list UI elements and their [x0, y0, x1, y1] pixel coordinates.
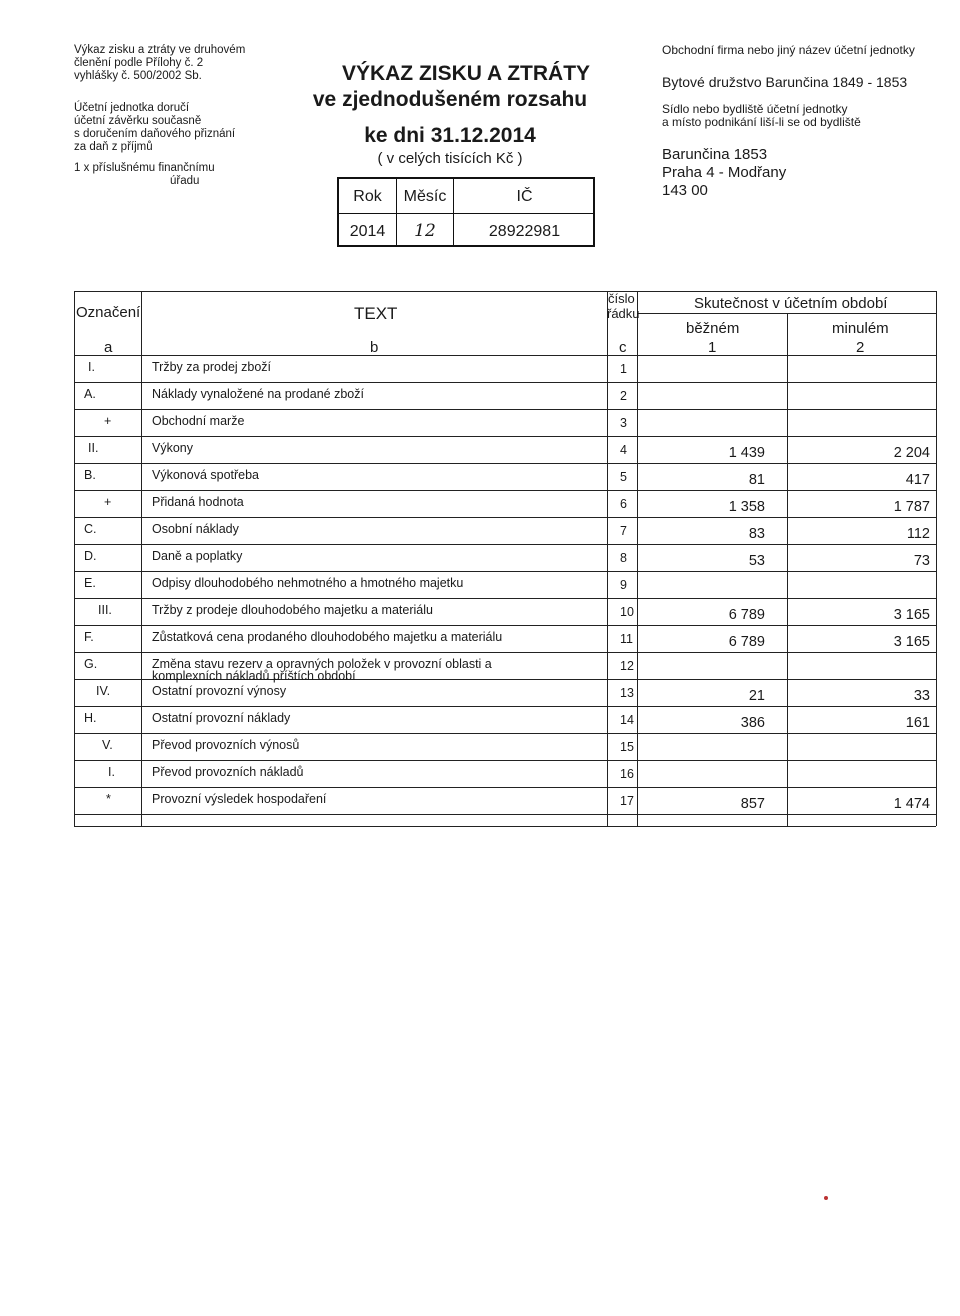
row-line-number: 8: [620, 551, 627, 565]
row-mark: II.: [88, 441, 99, 455]
row-line-number: 14: [620, 713, 634, 727]
row-label: Odpisy dlouhodobého nehmotného a hmotného majetku: [152, 576, 464, 590]
row-mark: A.: [84, 387, 96, 401]
mesic-value-handwritten: 12: [414, 221, 436, 241]
report-units: ( v celých tisících Kč ): [377, 150, 523, 167]
row-current-value: 21: [748, 688, 765, 704]
header-text: TEXT: [354, 304, 398, 323]
address-zip: 143 00: [662, 182, 708, 199]
form-notes: [74, 44, 314, 188]
row-current-value: 1 439: [728, 445, 765, 461]
header-radku: řádku: [607, 306, 640, 321]
row-previous-value: 3 165: [893, 607, 930, 623]
row-line-number: 15: [620, 740, 634, 754]
header-sub-2: 2: [856, 339, 865, 356]
row-line-number: 17: [620, 794, 634, 808]
header-sub-c: c: [619, 339, 627, 356]
row-label: Ostatní provozní výnosy: [152, 684, 287, 698]
note-line: za daň z příjmů: [74, 141, 153, 153]
header-cislo: číslo: [608, 291, 635, 306]
row-mark: *: [106, 792, 111, 806]
note-line: účetní závěrku současně: [74, 115, 202, 127]
firm-name: Bytové družstvo Barunčina 1849 - 1853: [662, 74, 908, 90]
mesic-label: Měsíc: [403, 188, 447, 205]
header-sub-b: b: [370, 339, 379, 356]
row-mark: I.: [108, 765, 115, 779]
note-line: úřadu: [170, 175, 200, 187]
row-line-number: 2: [620, 389, 627, 403]
row-mark: +: [104, 414, 112, 428]
header-oznaceni: Označení: [76, 304, 141, 321]
row-current-value: 83: [748, 526, 765, 542]
report-title: VÝKAZ ZISKU A ZTRÁTY: [341, 62, 591, 85]
row-previous-value: 33: [913, 688, 930, 704]
row-label: Zůstatková cena prodaného dlouhodobého majetku a materiálu: [152, 630, 503, 644]
row-previous-value: 1 787: [893, 499, 930, 515]
header-skutecnost: Skutečnost v účetním období: [694, 295, 888, 312]
profit-loss-table: [74, 291, 936, 826]
row-previous-value: 73: [913, 553, 930, 569]
row-label: Provozní výsledek hospodaření: [152, 792, 327, 806]
row-label: Daně a poplatky: [152, 549, 243, 563]
row-previous-value: 112: [906, 526, 930, 542]
row-label: Výkonová spotřeba: [152, 468, 260, 482]
row-current-value: 53: [748, 553, 765, 569]
row-current-value: 81: [748, 472, 765, 488]
row-mark: D.: [84, 549, 97, 563]
header-minule: minulém: [832, 320, 889, 337]
ic-label: IČ: [516, 188, 533, 205]
row-line-number: 6: [620, 497, 627, 511]
row-line-number: 16: [620, 767, 634, 781]
row-label-continued: komplexních nákladů příštích období: [152, 669, 356, 683]
row-label: Převod provozních výnosů: [152, 738, 300, 752]
row-label: Změna stavu rezerv a opravných položek v provozní oblasti a: [152, 657, 492, 671]
rok-value: 2014: [349, 223, 386, 240]
row-label: Náklady vynaložené na prodané zboží: [152, 387, 364, 401]
row-previous-value: 161: [905, 715, 930, 731]
row-mark: I.: [88, 360, 95, 374]
row-mark: B.: [84, 468, 96, 482]
report-date: ke dni 31.12.2014: [364, 124, 536, 147]
row-line-number: 11: [620, 632, 633, 646]
row-line-number: 13: [620, 686, 634, 700]
ic-value: 28922981: [488, 223, 561, 240]
rok-label: Rok: [353, 188, 382, 205]
row-mark: H.: [84, 711, 97, 725]
row-line-number: 9: [620, 578, 627, 592]
row-current-value: 6 789: [728, 607, 765, 623]
row-mark: III.: [98, 603, 112, 617]
row-mark: E.: [84, 576, 96, 590]
header-sub-a: a: [104, 339, 113, 356]
row-label: Výkony: [152, 441, 193, 455]
note-line: Účetní jednotka doručí: [74, 102, 190, 114]
note-line: s doručením daňového přiznání: [74, 128, 236, 140]
row-line-number: 10: [620, 605, 634, 619]
row-mark: IV.: [96, 684, 111, 698]
entity-info: [662, 44, 952, 200]
note-line: Výkaz zisku a ztráty ve druhovém: [74, 44, 246, 56]
note-line: 1 x příslušnému finančnímu: [74, 162, 215, 174]
row-mark: C.: [84, 522, 97, 536]
row-label: Přidaná hodnota: [152, 495, 244, 509]
identification-box: [337, 177, 595, 247]
note-line: členění podle Přílohy č. 2: [74, 57, 204, 69]
row-line-number: 4: [620, 443, 627, 457]
row-previous-value: 3 165: [893, 634, 930, 650]
seat-label-2: a místo podnikání liší-li se od bydliště: [662, 115, 861, 129]
row-current-value: 386: [740, 715, 765, 731]
row-current-value: 6 789: [728, 634, 765, 650]
row-mark: +: [104, 495, 112, 509]
row-label: Převod provozních nákladů: [152, 765, 304, 779]
row-line-number: 5: [620, 470, 627, 484]
row-label: Tržby z prodeje dlouhodobého majetku a materiálu: [152, 603, 433, 617]
row-label: Obchodní marže: [152, 414, 245, 428]
row-previous-value: 1 474: [893, 796, 930, 812]
row-line-number: 3: [620, 416, 627, 430]
header-bezne: běžném: [686, 320, 740, 337]
row-mark: V.: [102, 738, 113, 752]
row-label: Tržby za prodej zboží: [152, 360, 272, 374]
seat-label: Sídlo nebo bydliště účetní jednotky: [662, 102, 848, 116]
row-line-number: 7: [620, 524, 627, 538]
row-mark: G.: [84, 657, 98, 671]
report-subtitle: ve zjednodušeném rozsahu: [312, 88, 588, 111]
row-previous-value: 417: [905, 472, 930, 488]
address-street: Barunčina 1853: [662, 146, 768, 163]
row-current-value: 857: [740, 796, 765, 812]
row-mark: F.: [84, 630, 94, 644]
row-line-number: 12: [620, 659, 634, 673]
row-line-number: 1: [620, 362, 627, 376]
firm-label: Obchodní firma nebo jiný název účetní jednotky: [662, 43, 915, 57]
ink-dot: [824, 1196, 828, 1200]
row-previous-value: 2 204: [893, 445, 930, 461]
address-city: Praha 4 - Modřany: [662, 164, 787, 181]
note-line: vyhlášky č. 500/2002 Sb.: [74, 70, 202, 82]
row-label: Osobní náklady: [152, 522, 239, 536]
row-label: Ostatní provozní náklady: [152, 711, 291, 725]
header-sub-1: 1: [708, 339, 717, 356]
row-current-value: 1 358: [728, 499, 765, 515]
